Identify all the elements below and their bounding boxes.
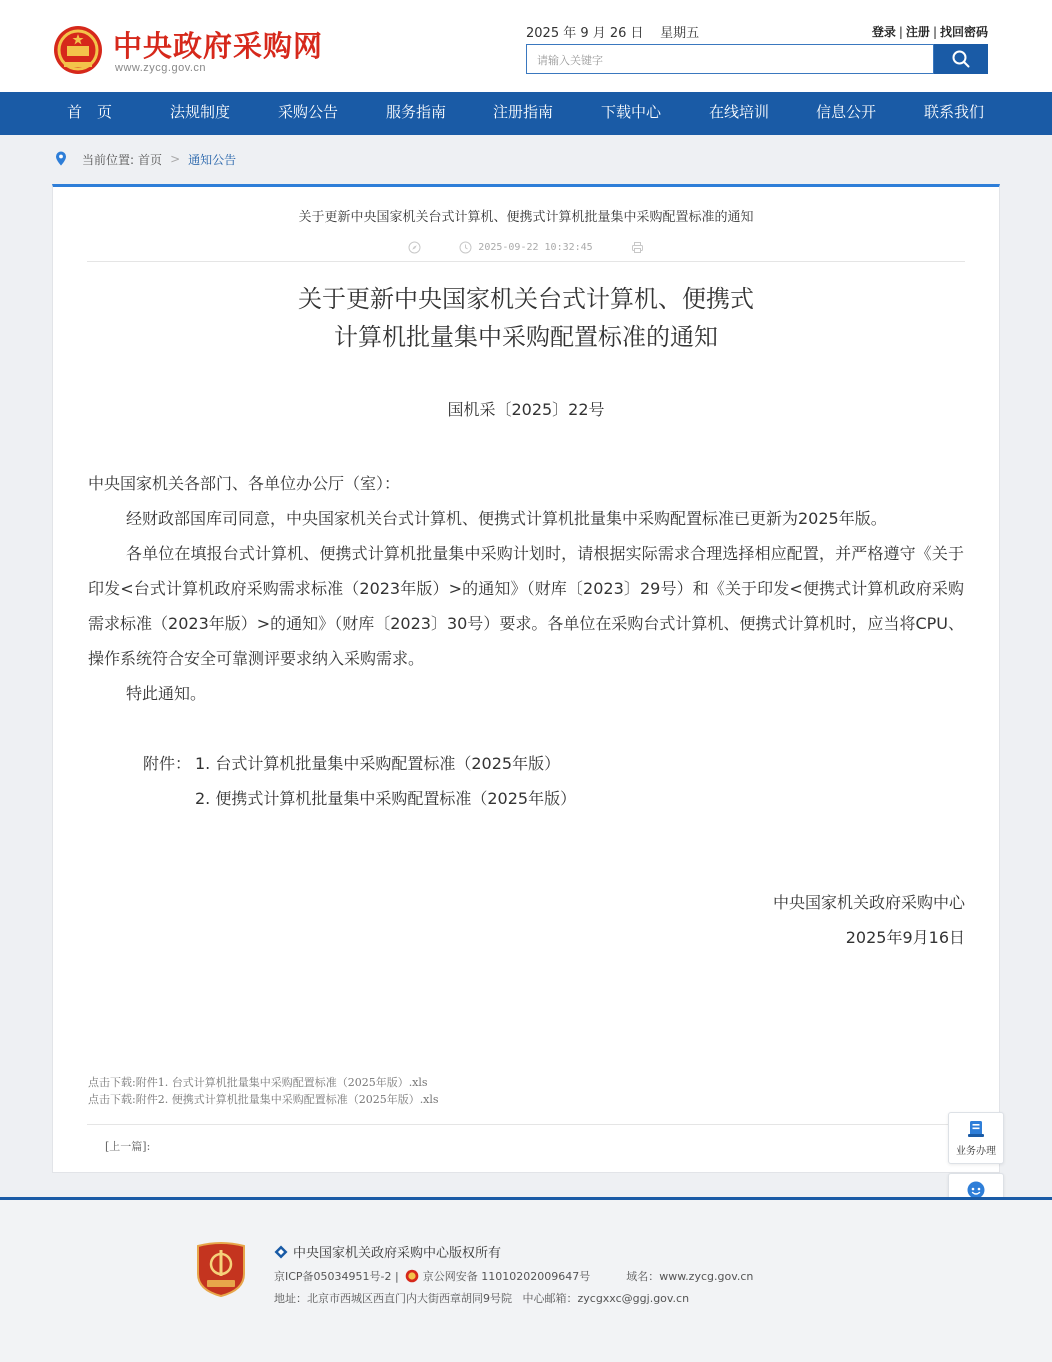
party-government-logo-icon[interactable] — [194, 1240, 248, 1298]
attachment-label: 附件： — [143, 754, 192, 773]
nav-item-procurement-notices[interactable]: 采购公告 — [278, 103, 339, 121]
nav-item-regulations[interactable]: 法规制度 — [170, 103, 231, 121]
signature-date: 2025年9月16日 — [845, 928, 965, 947]
current-date: 2025 年 9 月 26 日 星期五 — [526, 26, 700, 41]
business-handling-button[interactable] — [948, 1112, 1004, 1164]
signature-org: 中央国家机关政府采购中心 — [772, 893, 965, 912]
nav-item-home[interactable]: 首 页 — [67, 103, 113, 121]
nav-item-contact[interactable]: 联系我们 — [924, 103, 985, 121]
search-icon — [952, 50, 970, 68]
paragraph-1: 经财政部国库司同意，中央国家机关台式计算机、便携式计算机批量集中采购配置标准已更新为2025年版。 — [126, 509, 887, 528]
download-link-2[interactable]: 点击下载:附件2. 便携式计算机批量集中采购配置标准（2025年版）.xls — [88, 1093, 439, 1106]
document-number: 国机采〔2025〕22号 — [447, 400, 605, 419]
breadcrumb-home[interactable]: 首页 — [138, 152, 163, 167]
meta-divider — [87, 261, 965, 262]
article-small-title: 关于更新中央国家机关台式计算机、便携式计算机批量集中采购配置标准的通知 — [298, 210, 754, 225]
site-url: www.zycg.gov.cn — [115, 62, 207, 74]
salutation: 中央国家机关各部门、各单位办公厅（室）： — [88, 474, 401, 493]
main-nav — [0, 92, 1052, 135]
footer-divider — [87, 1124, 965, 1125]
search-button[interactable] — [934, 44, 988, 74]
nav-item-info-disclosure[interactable]: 信息公开 — [816, 103, 877, 121]
diamond-icon — [274, 1245, 288, 1259]
police-record-number[interactable]: 京公网安备 11010202009647号 — [422, 1270, 591, 1283]
site-header — [0, 0, 1052, 92]
paragraph-2: 各单位在填报台式计算机、便携式计算机批量集中采购计划时，请根据实际需求合理选择相应配置，并严格遵守《关于印发<台式计算机政府采购需求标准（2023年版）>的通知》（财库〔2023〕29号）和《关于印发<便携式计算机政府采购需求标准（2023年版）>的通知》（财库〔2023〕30号）要求。各单位在采购台式计算机、便携式计算机时，应当将CPU、操作系统符合安全可靠测评要求纳入采购需求。 — [88, 544, 964, 668]
auth-links — [872, 23, 988, 40]
nav-item-service-guide[interactable]: 服务指南 — [386, 103, 447, 121]
publish-time — [459, 241, 592, 254]
article-title — [53, 280, 999, 356]
location-pin-icon — [52, 150, 70, 168]
compass-icon[interactable] — [408, 241, 421, 254]
login-link[interactable]: 登录 — [871, 25, 896, 39]
download-link-1[interactable]: 点击下载:附件1. 台式计算机批量集中采购配置标准（2025年版）.xls — [88, 1076, 428, 1089]
site-footer — [0, 1200, 1052, 1362]
national-emblem-icon — [52, 24, 104, 76]
nav-item-downloads[interactable]: 下载中心 — [601, 103, 662, 121]
previous-article-link[interactable]: [上一篇]: — [105, 1140, 151, 1153]
breadcrumb-current[interactable]: 通知公告 — [188, 152, 237, 167]
site-title[interactable]: 中央政府采购网 — [113, 29, 324, 63]
article-title-line1: 关于更新中央国家机关台式计算机、便携式 — [298, 285, 754, 313]
breadcrumb-label: 当前位置: — [82, 152, 135, 167]
article-meta — [53, 239, 999, 255]
attachment-1: 1. 台式计算机批量集中采购配置标准（2025年版） — [195, 754, 561, 773]
register-link[interactable]: 注册 — [905, 25, 930, 39]
footer-domain: 域名：www.zycg.gov.cn — [626, 1270, 754, 1283]
police-badge-icon — [405, 1269, 419, 1283]
clock-icon — [459, 241, 472, 254]
separator: | — [932, 25, 937, 39]
footer-registration-row — [274, 1268, 753, 1284]
retrieve-password-link[interactable]: 找回密码 — [939, 25, 988, 39]
footer-copyright — [274, 1242, 501, 1261]
attachment-2: 2. 便携式计算机批量集中采购配置标准（2025年版） — [195, 789, 577, 808]
search-input[interactable]: 请输入关键字 — [526, 44, 934, 74]
icp-number[interactable]: 京ICP备05034951号-2 | — [274, 1270, 399, 1283]
publish-time-value: 2025-09-22 10:32:45 — [478, 241, 593, 253]
nav-item-registration-guide[interactable]: 注册指南 — [493, 103, 554, 121]
chevron-right-icon: > — [170, 152, 181, 166]
footer-address: 地址：北京市西城区西直门内大街西章胡同9号院 中心邮箱：zycgxxc@ggj.gov.cn — [274, 1292, 690, 1305]
nav-item-online-training[interactable]: 在线培训 — [709, 103, 770, 121]
document-edit-icon — [966, 1119, 986, 1139]
print-icon[interactable] — [631, 241, 644, 254]
article-title-line2: 计算机批量集中采购配置标准的通知 — [334, 323, 718, 351]
business-handling-label: 业务办理 — [956, 1146, 996, 1157]
breadcrumb — [52, 150, 236, 168]
article-card — [52, 184, 1000, 1173]
copyright-text: 中央国家机关政府采购中心版权所有 — [293, 1246, 502, 1261]
paragraph-3: 特此通知。 — [126, 684, 207, 703]
separator: | — [898, 25, 903, 39]
